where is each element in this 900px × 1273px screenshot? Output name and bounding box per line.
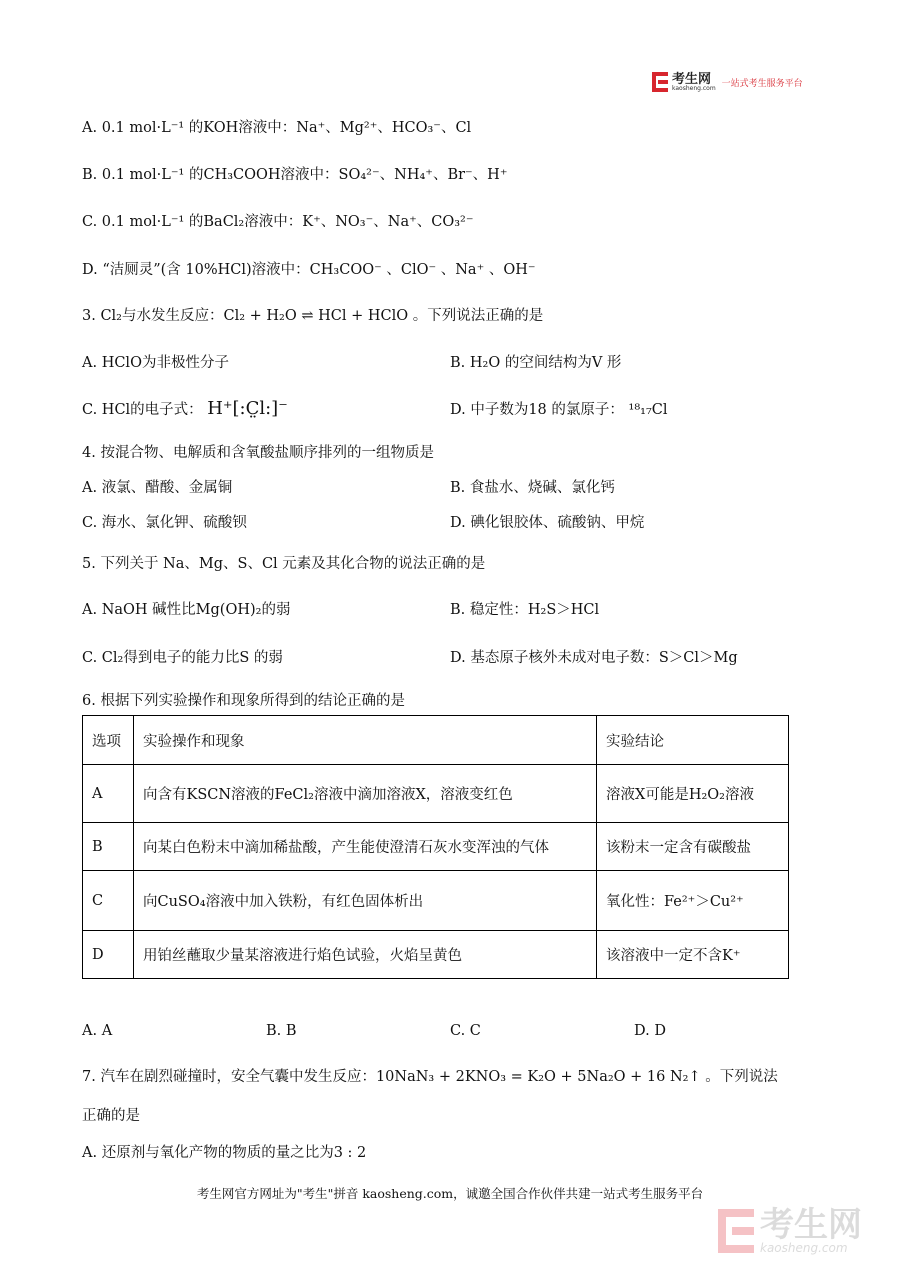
q7-stem-line1: 7. 汽车在剧烈碰撞时，安全气囊中发生反应：10NaN₃ + 2KNO₃ = K₂O + 5Na₂O + 16 N₂↑ 。下列说法 <box>82 1069 778 1085</box>
q3-option-b: B. H₂O 的空间结构为V 形 <box>450 355 622 371</box>
q6-answer-b: B. B <box>266 1023 297 1039</box>
q2-option-b <box>82 163 507 184</box>
chlorine-isotope: ¹⁸₁₇Cl <box>628 402 668 418</box>
table-header-cell: 选项 <box>83 716 134 765</box>
q4-stem: 4. 按混合物、电解质和含氧酸盐顺序排列的一组物质是 <box>82 445 434 461</box>
experiment-table <box>82 715 789 979</box>
q6-answer-c: C. C <box>450 1023 481 1039</box>
table-row <box>83 871 789 931</box>
page-footer: 考生网官方网址为"考生"拼音 kaosheng.com，诚邀全国合作伙伴共建一站式考生服务平台 <box>196 1186 704 1201</box>
watermark-domain: kaosheng.com <box>760 1241 848 1255</box>
table-cell: 氧化性：Fe²⁺＞Cu²⁺ <box>597 871 789 931</box>
q2-option-a <box>82 116 471 137</box>
q2-option-c-label: C. <box>82 214 98 230</box>
header-logo <box>652 72 803 92</box>
logo-slogan: 一站式考生服务平台 <box>721 78 803 89</box>
q2-option-d-label: D. <box>82 262 98 278</box>
q2-option-a-label: A. <box>82 120 98 136</box>
logo-domain: kaosheng.com <box>672 84 716 92</box>
watermark-name: 考生网 <box>760 1205 862 1245</box>
hcl-electron-formula: H⁺[:C̤l:]⁻ <box>207 398 288 419</box>
q2-option-a-text: 0.1 mol·L⁻¹ 的KOH溶液中：Na⁺、Mg²⁺、HCO₃⁻、Cl <box>101 120 472 136</box>
q3-stem: 3. Cl₂与水发生反应：Cl₂ + H₂O ⇌ HCl + HClO 。下列说法正确的是 <box>82 308 544 324</box>
q3-option-c <box>82 398 288 419</box>
table-cell: 溶液X可能是H₂O₂溶液 <box>597 765 789 823</box>
table-cell: 向某白色粉末中滴加稀盐酸，产生能使澄清石灰水变浑浊的气体 <box>134 823 597 871</box>
table-cell: 该粉末一定含有碳酸盐 <box>597 823 789 871</box>
q7-option-a: A. 还原剂与氧化产物的物质的量之比为3 : 2 <box>82 1145 367 1161</box>
q3-option-c-label: C. HCl的电子式： <box>82 402 203 418</box>
q3-option-a: A. HClO为非极性分子 <box>82 355 229 371</box>
table-cell: 该溶液中一定不含K⁺ <box>597 931 789 979</box>
q2-option-b-text: 0.1 mol·L⁻¹ 的CH₃COOH溶液中：SO₄²⁻、NH₄⁺、Br⁻、H⁺ <box>101 167 508 183</box>
q5-stem: 5. 下列关于 Na、Mg、S、Cl 元素及其化合物的说法正确的是 <box>82 556 486 572</box>
q5-option-a: A. NaOH 碱性比Mg(OH)₂的弱 <box>82 602 291 618</box>
table-cell: A <box>83 765 134 823</box>
table-cell: 用铂丝蘸取少量某溶液进行焰色试验，火焰呈黄色 <box>134 931 597 979</box>
q2-option-d <box>82 258 536 279</box>
table-header-row <box>83 716 789 765</box>
table-row <box>83 823 789 871</box>
table-header-cell: 实验操作和现象 <box>134 716 597 765</box>
q6-stem: 6. 根据下列实验操作和现象所得到的结论正确的是 <box>82 693 405 709</box>
table-row <box>83 765 789 823</box>
q2-option-c-text: 0.1 mol·L⁻¹ 的BaCl₂溶液中：K⁺、NO₃⁻、Na⁺、CO₃²⁻ <box>101 214 474 230</box>
kaosheng-logo-icon <box>652 72 668 92</box>
table-row <box>83 931 789 979</box>
q5-option-c: C. Cl₂得到电子的能力比S 的弱 <box>82 650 283 666</box>
q4-option-d: D. 碘化银胶体、硫酸钠、甲烷 <box>450 515 645 531</box>
q3-option-d <box>450 398 667 419</box>
q5-option-b: B. 稳定性：H₂S＞HCl <box>450 602 600 618</box>
table-cell: D <box>83 931 134 979</box>
q2-option-c <box>82 210 474 231</box>
table-header-cell: 实验结论 <box>597 716 789 765</box>
q4-option-c: C. 海水、氯化钾、硫酸钡 <box>82 515 247 531</box>
table-cell: C <box>83 871 134 931</box>
table-cell: 向含有KSCN溶液的FeCl₂溶液中滴加溶液X，溶液变红色 <box>134 765 597 823</box>
logo-name: 考生网 <box>672 71 712 87</box>
q5-option-d: D. 基态原子核外未成对电子数：S＞Cl＞Mg <box>450 650 738 666</box>
q2-option-b-label: B. <box>82 167 98 183</box>
q6-answer-d: D. D <box>634 1023 666 1039</box>
q6-answer-a: A. A <box>82 1023 113 1039</box>
table-cell: 向CuSO₄溶液中加入铁粉，有红色固体析出 <box>134 871 597 931</box>
q4-option-a: A. 液氯、醋酸、金属铜 <box>82 480 233 496</box>
q7-stem-line2: 正确的是 <box>82 1108 140 1124</box>
table-cell: B <box>83 823 134 871</box>
watermark-logo-icon <box>718 1209 754 1253</box>
q4-option-b: B. 食盐水、烧碱、氯化钙 <box>450 480 615 496</box>
q2-option-d-text: “洁厕灵”(含 10%HCl)溶液中：CH₃COO⁻ 、ClO⁻ 、Na⁺ 、OH⁻ <box>102 262 536 278</box>
q3-option-d-label: D. 中子数为18 的氯原子： <box>450 402 624 418</box>
watermark <box>718 1205 862 1255</box>
